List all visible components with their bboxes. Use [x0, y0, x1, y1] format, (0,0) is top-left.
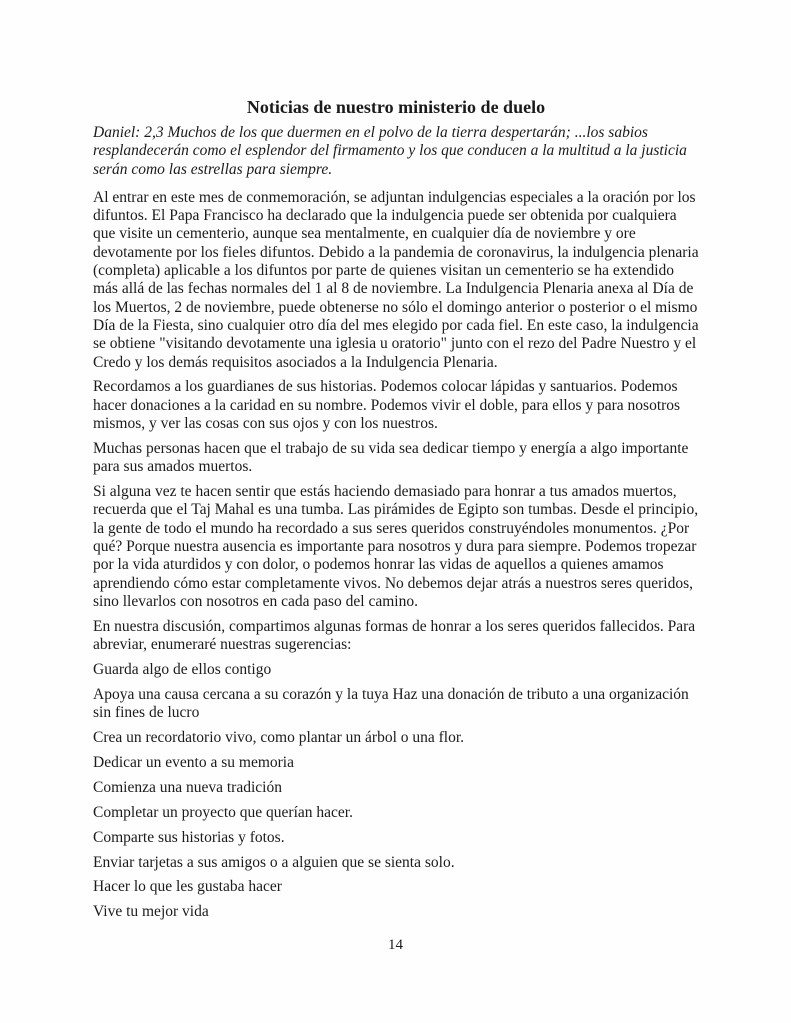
suggestion-item: Comienza una nueva tradición — [93, 778, 282, 796]
document-content — [93, 96, 699, 922]
suggestion-item: Comparte sus historias y fotos. — [93, 828, 285, 846]
scripture-quote: Daniel: 2,3 Muchos de los que duermen en el polvo de la tierra despertarán; ...los sabios resplandecerán como el esplendor del firmamento y los que conducen a la multitud a la justicia serán como las estrellas para siempre. — [93, 124, 687, 178]
suggestion-item: Vive tu mejor vida — [93, 903, 209, 921]
body-paragraph: Al entrar en este mes de conmemoración, se adjuntan indulgencias especiales a la oración por los difuntos. El Papa Francisco ha declarado que la indulgencia puede ser obtenida por cualquiera que visite un cementerio, aunque sea mentalmente, en cualquier día de noviembre y ore devotamente por los fieles difuntos. Debido a la pandemia de coronavirus, la indulgencia plenaria (completa) aplicable a los difuntos por parte de quienes visitan un cementerio se ha extendido más allá de las fechas normales del 1 al 8 de noviembre. La Indulgencia Plenaria anexa al Día de los Muertos, 2 de noviembre, puede obtenerse no sólo el domingo anterior o posterior o el mismo Día de la Fiesta, sino cualquier otro día del mes elegido por cada fiel. En este caso, la indulgencia se obtiene "visitando devotamente una iglesia u oratorio" junto con el rezo del Padre Nuestro y el Credo y los demás requisitos asociados a la Indulgencia Plenaria. — [93, 188, 699, 371]
suggestion-item: Completar un proyecto que querían hacer. — [93, 803, 353, 821]
page-title: Noticias de nuestro ministerio de duelo — [246, 97, 546, 117]
body-paragraph: Muchas personas hacen que el trabajo de su vida sea dedicar tiempo y energía a algo importante para sus amados muertos. — [93, 439, 689, 476]
suggestion-item: Hacer lo que les gustaba hacer — [93, 878, 282, 896]
body-paragraph: Si alguna vez te hacen sentir que estás haciendo demasiado para honrar a tus amados muertos, recuerda que el Taj Mahal es una tumba. Las pirámides de Egipto son tumbas. Desde el principio, la gente de todo el mundo ha recordado a sus seres queridos construyéndoles monumentos. ¿Por qué? Porque nuestra ausencia es importante para nosotros y dura para siempre. Podemos tropezar por la vida aturdidos y con dolor, o podemos honrar las vidas de aquellos a quienes amamos aprendiendo cómo estar completamente vivos. No debemos dejar atrás a nuestros seres queridos, sino llevarlos con nosotros en cada paso del camino. — [93, 483, 699, 610]
suggestion-item: Enviar tarjetas a sus amigos o a alguien que se sienta solo. — [93, 853, 455, 871]
suggestion-item: Guarda algo de ellos contigo — [93, 660, 272, 678]
suggestion-item: Crea un recordatorio vivo, como plantar un árbol o una flor. — [93, 729, 465, 747]
suggestion-item: Dedicar un evento a su memoria — [93, 753, 294, 771]
page-number: 14 — [388, 937, 403, 953]
body-paragraph: En nuestra discusión, compartimos algunas formas de honrar a los seres queridos fallecidos. Para abreviar, enumeraré nuestras sugerencias: — [93, 617, 696, 654]
suggestion-item: Apoya una causa cercana a su corazón y la tuya Haz una donación de tributo a una organización sin fines de lucro — [93, 685, 689, 722]
body-paragraph: Recordamos a los guardianes de sus historias. Podemos colocar lápidas y santuarios. Podemos hacer donaciones a la caridad en su nombre. Podemos vivir el doble, para ellos y para nosotros mismos, y ver las cosas con sus ojos y con los nuestros. — [93, 378, 681, 433]
